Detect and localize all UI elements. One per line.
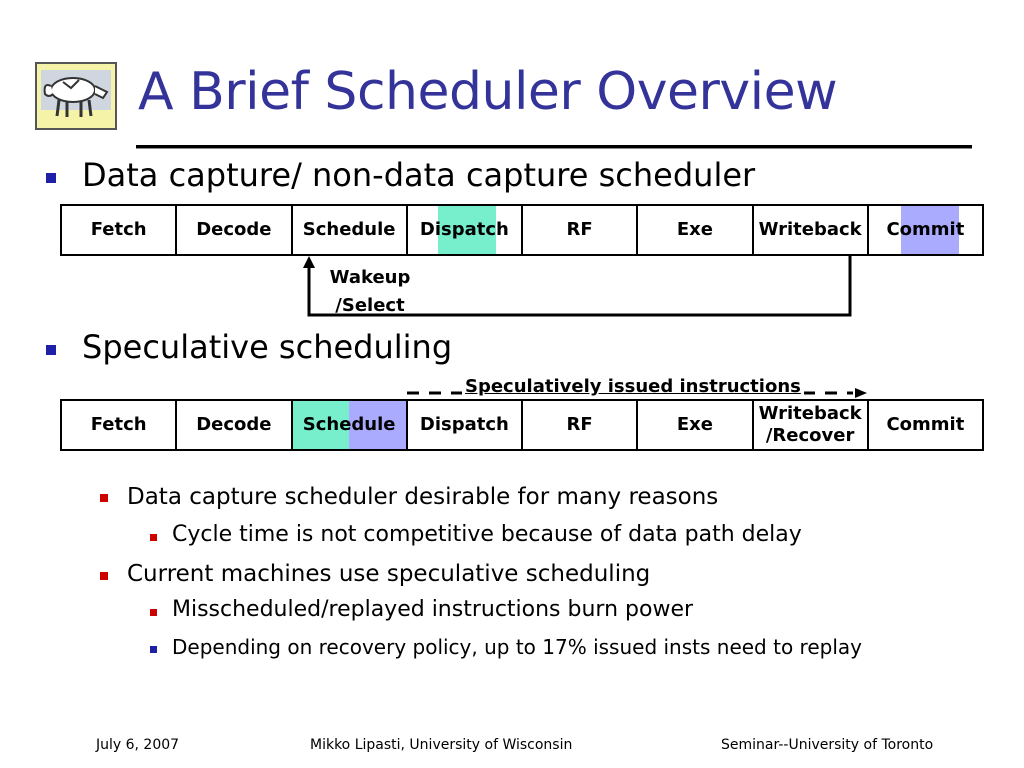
footer-venue: Seminar--University of Toronto	[721, 737, 934, 753]
sub-bullet-desirable: Data capture scheduler desirable for many reasons	[127, 484, 719, 510]
bullet-marker-icon	[46, 345, 56, 355]
stage-exe: Exe	[638, 206, 753, 254]
stage-dispatch: Dispatch	[408, 206, 523, 254]
footer-date: July 6, 2007	[96, 737, 180, 753]
stage-exe: Exe	[638, 401, 753, 449]
stage-schedule: Schedule	[293, 401, 408, 449]
title-divider-shadow	[136, 148, 972, 149]
sub-bullet-current-machines: Current machines use speculative scheduling	[127, 561, 651, 587]
cow-logo-icon	[35, 62, 117, 130]
stage-fetch: Fetch	[62, 206, 177, 254]
bullet-data-capture: Data capture/ non-data capture scheduler	[82, 156, 756, 194]
stage-writeback: Writeback	[754, 206, 869, 254]
wakeup-select-label: Wakeup /Select	[329, 267, 411, 316]
footer-author: Mikko Lipasti, University of Wisconsin	[310, 737, 573, 753]
sub-sub-bullet-marker-icon	[150, 646, 157, 653]
stage-decode: Decode	[177, 401, 292, 449]
sub-bullet-marker-icon	[100, 494, 108, 502]
stage-commit: Commit	[886, 413, 965, 435]
slide-title: A Brief Scheduler Overview	[138, 62, 838, 122]
sub-sub-bullet-marker-icon	[150, 609, 157, 616]
sub-sub-bullet-marker-icon	[150, 534, 157, 541]
stage-commit: Commit	[869, 206, 982, 254]
stage-schedule: Schedule	[293, 206, 408, 254]
stage-dispatch: Dispatch	[408, 401, 523, 449]
bullet-marker-icon	[46, 173, 56, 183]
stage-decode: Decode	[177, 206, 292, 254]
stage-rf: RF	[523, 401, 638, 449]
sub-bullet-recovery-policy: Depending on recovery policy, up to 17% issued insts need to replay	[172, 635, 862, 659]
speculative-label: Speculatively issued instructions	[462, 376, 804, 397]
stage-writeback-recover: Writeback /Recover	[754, 401, 869, 449]
pipeline-non-speculative	[60, 204, 984, 256]
sub-bullet-marker-icon	[100, 572, 108, 580]
bullet-speculative: Speculative scheduling	[82, 328, 453, 366]
stage-rf: RF	[523, 206, 638, 254]
stage-fetch: Fetch	[62, 401, 177, 449]
sub-bullet-cycle-time: Cycle time is not competitive because of data path delay	[172, 522, 802, 547]
pipeline-speculative	[60, 399, 984, 451]
sub-bullet-misscheduled: Misscheduled/replayed instructions burn power	[172, 597, 694, 622]
